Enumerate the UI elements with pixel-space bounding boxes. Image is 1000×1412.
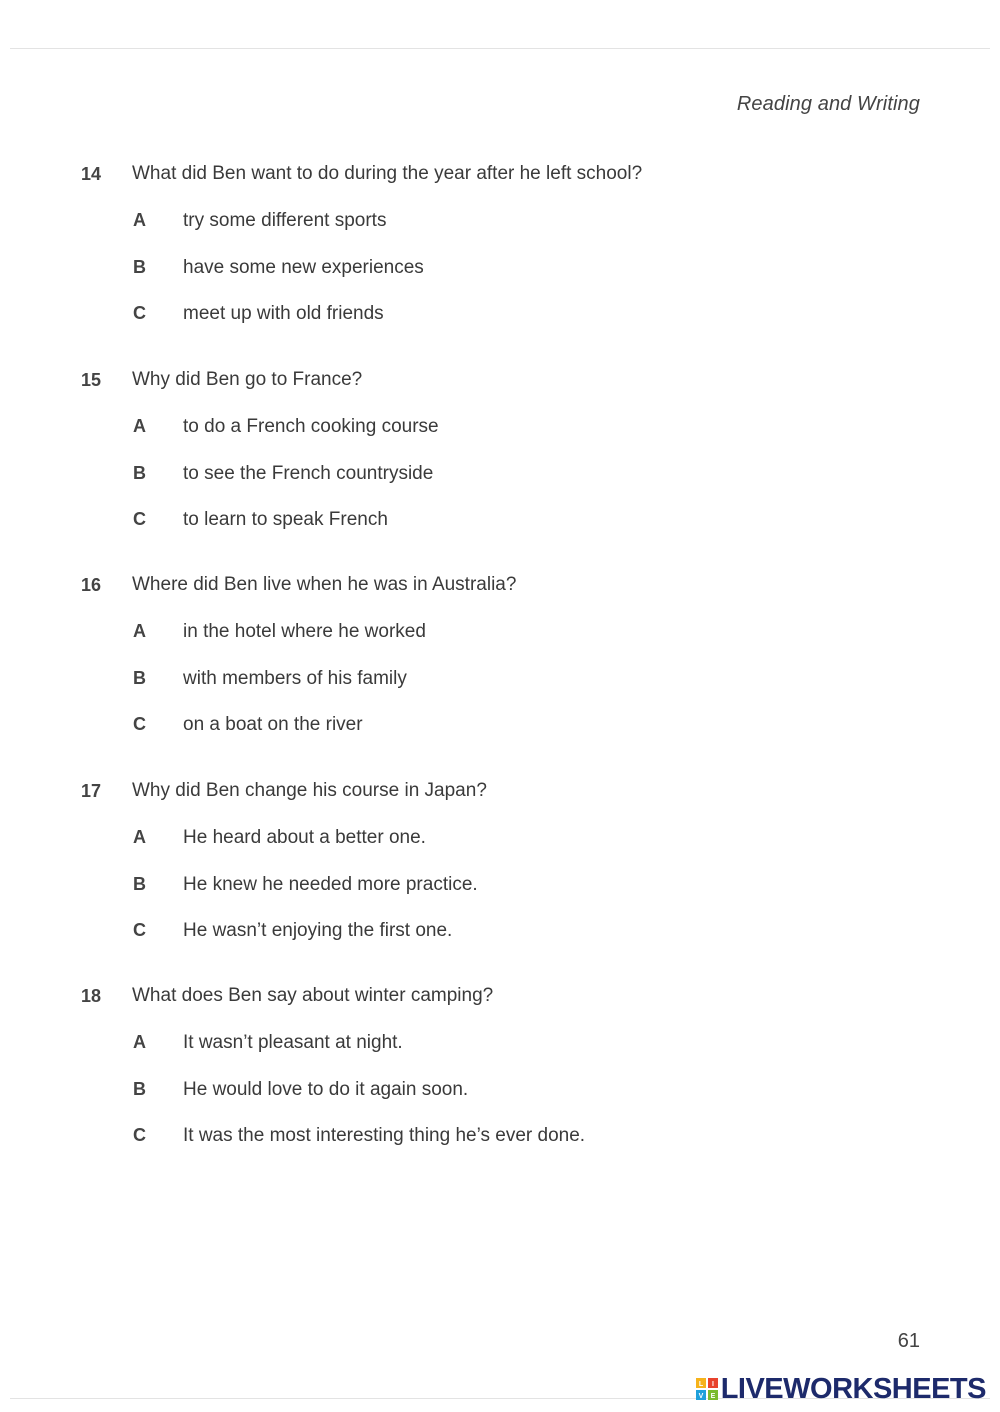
option-b[interactable] <box>0 668 1000 698</box>
option-text: It was the most interesting thing he’s ever done. <box>183 1125 586 1146</box>
question-number: 16 <box>81 575 102 595</box>
option-a[interactable] <box>0 416 1000 446</box>
option-letter: B <box>133 1079 146 1099</box>
question-list <box>0 162 1000 1190</box>
option-b[interactable] <box>0 1079 1000 1109</box>
question-text: What does Ben say about winter camping? <box>132 985 494 1006</box>
option-letter: A <box>133 826 146 847</box>
brand-name: LIVEWORKSHEETS <box>720 1372 986 1405</box>
option-a[interactable] <box>0 827 1000 857</box>
question-text: What did Ben want to do during the year after he left school? <box>132 163 643 184</box>
option-text: to learn to speak French <box>183 508 388 530</box>
question-text: Why did Ben change his course in Japan? <box>132 779 487 801</box>
option-letter: A <box>133 621 146 641</box>
option-text: in the hotel where he worked <box>183 621 426 642</box>
svg-text:E: E <box>710 1393 716 1400</box>
option-text: He knew he needed more practice. <box>183 873 478 895</box>
question-15 <box>0 368 1000 574</box>
question-number: 15 <box>81 369 102 390</box>
option-letter: B <box>133 873 146 894</box>
top-rule <box>10 48 990 49</box>
question-14 <box>0 162 1000 368</box>
brand-footer[interactable] <box>695 1372 986 1406</box>
option-b[interactable] <box>0 257 1000 287</box>
option-text: to see the French countryside <box>183 462 434 484</box>
option-text: He would love to do it again soon. <box>183 1079 469 1100</box>
svg-text:I: I <box>711 1381 714 1388</box>
option-text: with members of his family <box>183 668 407 689</box>
option-letter: C <box>133 303 146 323</box>
section-title: Reading and Writing <box>736 93 920 115</box>
option-letter: C <box>133 919 146 940</box>
option-c[interactable] <box>0 1125 1000 1155</box>
option-c[interactable] <box>0 303 1000 333</box>
question-16 <box>0 573 1000 779</box>
option-a[interactable] <box>0 210 1000 240</box>
option-letter: A <box>133 210 146 230</box>
question-text: Where did Ben live when he was in Australia? <box>132 574 517 595</box>
question-number: 14 <box>81 164 102 184</box>
option-text: He wasn’t enjoying the first one. <box>183 919 453 941</box>
option-a[interactable] <box>0 621 1000 651</box>
option-c[interactable] <box>0 509 1000 539</box>
option-c[interactable] <box>0 714 1000 744</box>
option-letter: A <box>133 415 146 436</box>
option-letter: B <box>133 668 146 688</box>
option-a[interactable] <box>0 1032 1000 1062</box>
question-17 <box>0 779 1000 985</box>
liveworksheets-logo-icon <box>695 1377 719 1401</box>
option-letter: C <box>133 1125 146 1145</box>
question-number: 18 <box>81 986 102 1006</box>
option-text: have some new experiences <box>183 257 424 278</box>
option-text: to do a French cooking course <box>183 415 439 437</box>
option-letter: A <box>133 1032 146 1052</box>
option-letter: B <box>133 462 146 483</box>
question-text: Why did Ben go to France? <box>132 368 363 390</box>
svg-text:L: L <box>698 1381 703 1388</box>
option-b[interactable] <box>0 463 1000 493</box>
question-number: 17 <box>81 780 102 801</box>
option-text: try some different sports <box>183 210 387 231</box>
option-letter: C <box>133 508 146 529</box>
svg-text:V: V <box>698 1393 704 1400</box>
option-letter: C <box>133 714 146 734</box>
option-text: meet up with old friends <box>183 303 384 324</box>
page-number: 61 <box>897 1330 920 1352</box>
option-c[interactable] <box>0 920 1000 950</box>
option-letter: B <box>133 257 146 277</box>
question-18 <box>0 984 1000 1190</box>
option-b[interactable] <box>0 874 1000 904</box>
option-text: He heard about a better one. <box>183 826 426 848</box>
option-text: It wasn’t pleasant at night. <box>183 1032 403 1053</box>
option-text: on a boat on the river <box>183 714 363 735</box>
